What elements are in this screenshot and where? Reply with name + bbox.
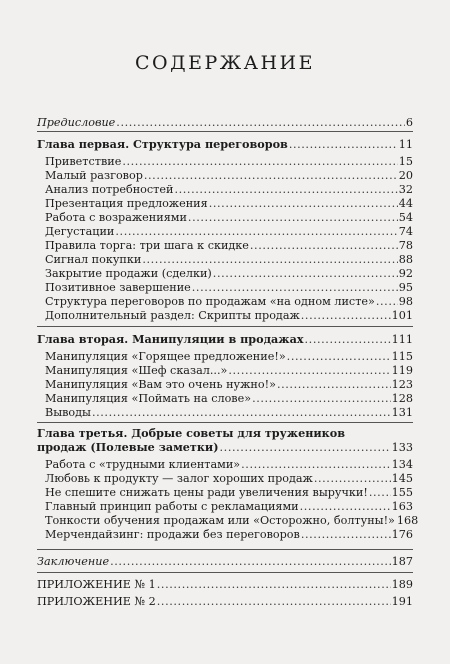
dot-leader: [157, 595, 391, 609]
dot-leader: [213, 267, 398, 281]
entry-page: 155: [391, 486, 413, 499]
entry-page: 145: [391, 472, 413, 485]
toc-entry[interactable]: [45, 406, 413, 420]
toc-entry[interactable]: [45, 267, 413, 281]
dot-leader: [188, 211, 398, 225]
dot-leader: [277, 378, 391, 392]
entry-label: Любовь к продукту — залог хороших продаж: [45, 472, 313, 485]
entry-label: Приветствие: [45, 155, 122, 168]
dot-leader: [92, 406, 391, 420]
dot-leader: [301, 528, 391, 542]
entry-page: 163: [391, 500, 413, 513]
toc-entry[interactable]: [45, 295, 413, 309]
toc-entry[interactable]: [45, 514, 419, 528]
entry-page: 32: [398, 183, 413, 196]
entry-label: Малый разговор: [45, 169, 143, 182]
dot-leader: [157, 578, 391, 592]
entry-page: 98: [398, 295, 413, 308]
toc-entry-chapter1[interactable]: [37, 137, 413, 152]
dot-leader: [289, 138, 398, 152]
entry-label: Правила торга: три шага к скидке: [45, 239, 249, 252]
dot-leader: [144, 169, 398, 183]
entry-page: 78: [398, 239, 413, 252]
toc-entry[interactable]: [45, 239, 413, 253]
entry-label: Манипуляция «Шеф сказал...»: [45, 364, 228, 377]
entry-label: Главный принцип работы с рекламациями: [45, 500, 299, 513]
dot-leader: [115, 225, 397, 239]
entry-label: Закрытие продажи (сделки): [45, 267, 212, 280]
dot-leader: [301, 309, 391, 323]
entry-page: 189: [391, 578, 413, 591]
entry-page: 54: [398, 211, 413, 224]
entry-label: Работа с «трудными клиентами»: [45, 458, 241, 471]
toc-entry-chapter3-line1[interactable]: [37, 426, 413, 440]
toc-entry[interactable]: [45, 169, 413, 183]
entry-page: 111: [391, 333, 413, 346]
entry-page: 6: [405, 116, 413, 129]
entry-label: Сигнал покупки: [45, 253, 142, 266]
entry-page: 123: [391, 378, 413, 391]
entry-page: 131: [391, 406, 413, 419]
toc-entry[interactable]: [45, 392, 413, 406]
entry-page: 176: [391, 528, 413, 541]
dot-leader: [252, 392, 391, 406]
entry-page: 191: [391, 595, 413, 608]
dot-leader: [192, 281, 398, 295]
section-divider: [37, 572, 413, 573]
toc-entry-appendix2[interactable]: [37, 595, 413, 609]
section-divider: [37, 422, 413, 423]
toc-entry[interactable]: [45, 500, 413, 514]
entry-page: 119: [391, 364, 413, 377]
entry-page: 133: [391, 441, 413, 454]
entry-page: 101: [391, 309, 413, 322]
entry-page: 134: [391, 458, 413, 471]
entry-label: продаж (Полевые заметки): [37, 440, 219, 454]
entry-page: 95: [398, 281, 413, 294]
entry-page: 15: [398, 155, 413, 168]
entry-label: Предисловие: [37, 116, 116, 129]
toc-entry[interactable]: [45, 183, 413, 197]
entry-label: ПРИЛОЖЕНИЕ № 2: [37, 595, 156, 608]
entry-label: Глава третья. Добрые советы для тружеников: [37, 426, 345, 440]
page-title: СОДЕРЖАНИЕ: [135, 52, 315, 74]
entry-page: 115: [391, 350, 413, 363]
dot-leader: [250, 239, 398, 253]
entry-page: 88: [398, 253, 413, 266]
toc-entry-chapter2[interactable]: [37, 332, 413, 347]
toc-entry[interactable]: [45, 281, 413, 295]
entry-label: Анализ потребностей: [45, 183, 174, 196]
toc-entry[interactable]: [45, 253, 413, 267]
toc-entry[interactable]: [45, 378, 413, 392]
entry-page: 20: [398, 169, 413, 182]
entry-page: 128: [391, 392, 413, 405]
entry-label: Выводы: [45, 406, 91, 419]
entry-label: Структура переговоров по продажам «на одном листе»: [45, 295, 375, 308]
toc-entry[interactable]: [45, 197, 413, 211]
dot-leader: [174, 183, 397, 197]
toc-entry-conclusion[interactable]: [37, 555, 413, 569]
toc-entry-preface[interactable]: [37, 116, 413, 130]
entry-page: 168: [396, 514, 419, 527]
section-divider: [37, 131, 413, 132]
dot-leader: [287, 350, 391, 364]
entry-label: Глава вторая. Манипуляции в продажах: [37, 332, 304, 346]
dot-leader: [376, 295, 398, 309]
entry-page: 74: [398, 225, 413, 238]
entry-label: Дополнительный раздел: Скрипты продаж: [45, 309, 300, 322]
toc-entry[interactable]: [45, 155, 413, 169]
toc-entry[interactable]: [45, 225, 413, 239]
toc-entry-appendix1[interactable]: [37, 578, 413, 592]
toc-entry[interactable]: [45, 528, 413, 542]
toc-entry[interactable]: [45, 211, 413, 225]
entry-page: 44: [398, 197, 413, 210]
section-divider: [37, 549, 413, 550]
toc-entry[interactable]: [45, 458, 413, 472]
entry-label: Мерчендайзинг: продажи без переговоров: [45, 528, 300, 541]
dot-leader: [116, 116, 405, 130]
dot-leader: [369, 486, 391, 500]
dot-leader: [110, 555, 391, 569]
section-divider: [37, 326, 413, 327]
entry-label: Заключение: [37, 555, 110, 568]
dot-leader: [142, 253, 397, 267]
dot-leader: [220, 441, 391, 455]
entry-label: Позитивное завершение: [45, 281, 191, 294]
entry-label: Манипуляция «Поймать на слове»: [45, 392, 252, 405]
entry-label: Глава первая. Структура переговоров: [37, 137, 288, 151]
dot-leader: [300, 500, 391, 514]
entry-label: Манипуляция «Горящее предложение!»: [45, 350, 286, 363]
toc-entry[interactable]: [45, 472, 413, 486]
toc-entry-chapter3[interactable]: [37, 440, 413, 455]
dot-leader: [305, 333, 391, 347]
toc-entry[interactable]: [45, 364, 413, 378]
toc-entry[interactable]: [45, 350, 413, 364]
entry-label: Работа с возражениями: [45, 211, 187, 224]
toc-entry[interactable]: [45, 486, 413, 500]
dot-leader: [209, 197, 398, 211]
entry-label: Дегустации: [45, 225, 115, 238]
entry-label: Не спешите снижать цены ради увеличения выручки!: [45, 486, 368, 499]
entry-label: Тонкости обучения продажам или «Осторожно, болтуны!»: [45, 514, 395, 527]
entry-page: 92: [398, 267, 413, 280]
entry-page: 11: [398, 138, 413, 151]
dot-leader: [241, 458, 390, 472]
entry-label: Презентация предложения: [45, 197, 208, 210]
dot-leader: [228, 364, 390, 378]
dot-leader: [314, 472, 391, 486]
entry-page: 187: [391, 555, 413, 568]
entry-label: Манипуляция «Вам это очень нужно!»: [45, 378, 276, 391]
entry-label: ПРИЛОЖЕНИЕ № 1: [37, 578, 156, 591]
dot-leader: [122, 155, 397, 169]
toc-entry[interactable]: [45, 309, 413, 323]
